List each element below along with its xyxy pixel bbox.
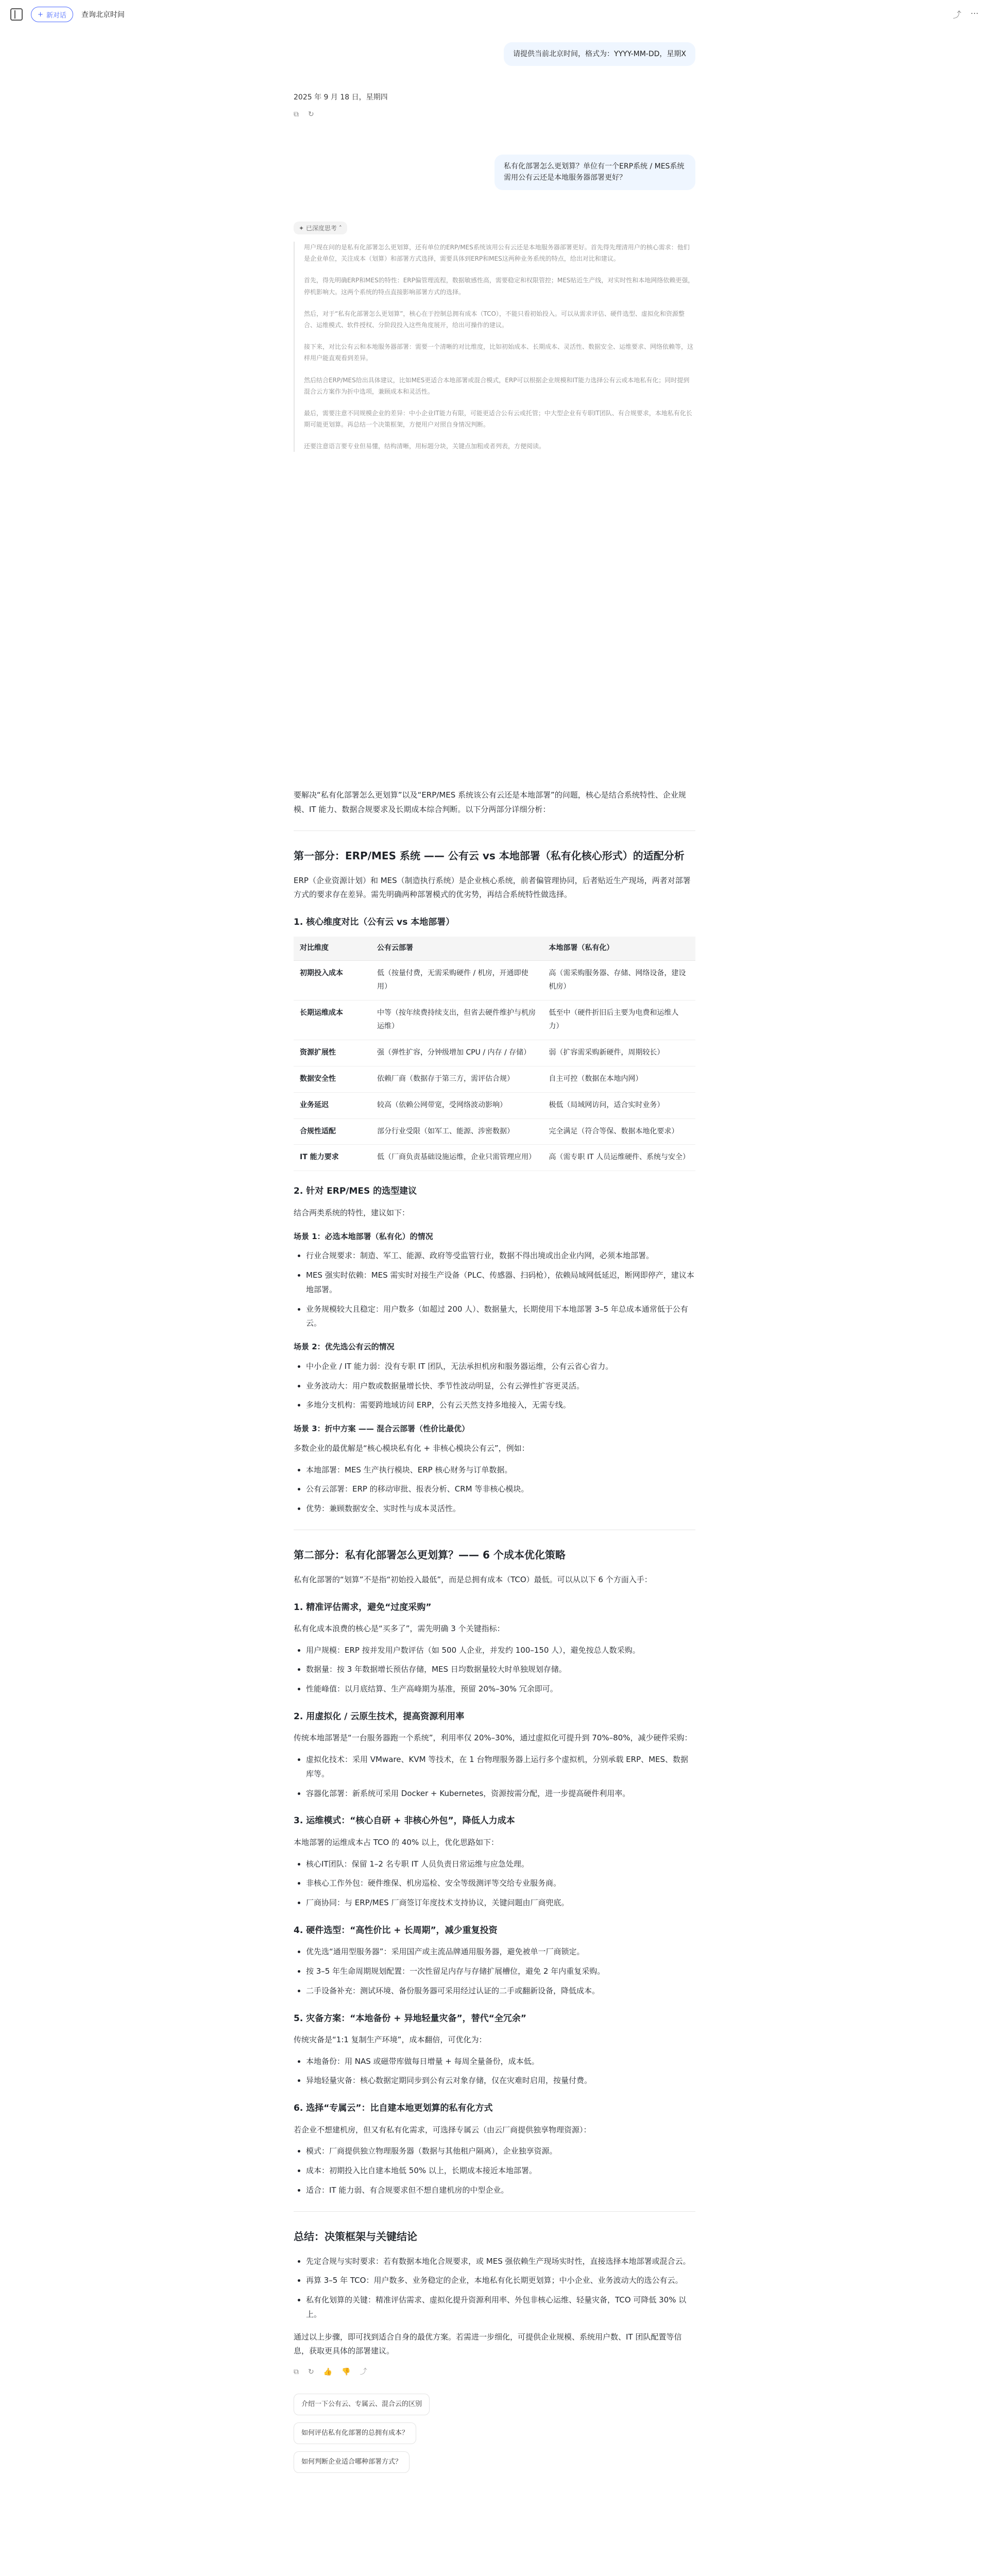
list-item: • 厂商协同：与 ERP/MES 厂商签订年度技术支持协议，关键问题由厂商兜底。 [306,1896,695,1910]
strategy-list [306,2144,695,2197]
table-cell: 较高（依赖公网带宽，受网络波动影响） [371,1092,542,1118]
summary-title: 总结：决策框架与关键结论 [294,2230,417,2243]
more-icon[interactable]: ⋯ [970,8,979,18]
thinking-paragraph: 还要注意语言要专业但易懂，结构清晰，用标题分块，关键点加粗或者列表，方便阅读。 [304,443,545,450]
list-item: • 容器化部署：新系统可采用 Docker + Kubernetes，资源按需分配，进一步提高硬件利用率。 [306,1787,695,1801]
table-cell: 弱（扩容需采购新硬件，周期较长） [542,1040,695,1066]
scenario-list [306,1249,695,1331]
table-row [294,961,695,1001]
list-item: • 业务规模较大且稳定：用户数多（如超过 200 人）、数据量大，长期使用下本地部署 3–5 年总成本通常低于公有云。 [306,1302,695,1331]
table-cell: 高（需采购服务器、存储、网络设备，建设机房） [542,961,695,1001]
suggestion-chip[interactable]: 如何判断企业适合哪种部署方式？ [294,2451,410,2473]
list-item: • 适合：IT 能力弱、有合规要求但不想自建机房的中型企业。 [306,2183,695,2198]
list-item: • 再算 3–5 年 TCO：用户数多、业务稳定的企业，本地私有化长期更划算；中小企业、业务波动大的选公有云。 [306,2274,695,2288]
thinking-paragraph: 然后，对于“私有化部署怎么更划算”，核心在于控制总拥有成本（TCO），不能只看初始投入。可以从需求评估、硬件选型、虚拟化和资源整合、运维模式、软件授权、分阶段投入这些角度展开，给出可操作的建议。 [304,310,685,329]
strategy-title: 2. 用虚拟化 / 云原生技术，提高资源利用率 [294,1711,465,1722]
thinking-label: 已深度思考 [305,225,337,232]
assistant-answer [294,788,695,2480]
strategy-title: 3. 运维模式：“核心自研 + 非核心外包”，降低人力成本 [294,1816,515,1826]
strategy-title: 6. 选择“专属云”：比自建本地更划算的私有化方式 [294,2103,493,2114]
user-message-2: 私有化部署怎么更划算？单位有一个ERP系统 / MES系统需用公有云还是本地服务器部署更好？ [494,155,695,190]
thinking-paragraph: 用户现在问的是私有化部署怎么更划算，还有单位的ERP/MES系统该用公有云还是本地服务器部署更好。首先得先理清用户的核心需求：他们是企业单位，关注成本（划算）和部署方式选择，需要具体到ERP和MES这两种业务系统的特点，给出对比和建议。 [304,244,690,263]
strategy-lead: 私有化成本浪费的核心是“买多了”，需先明确 3 个关键指标： [294,1623,505,1633]
table-cell: 数据安全性 [294,1066,371,1092]
list-item: • 非核心工作外包：硬件维保、机房巡检、安全等级测评等交给专业服务商。 [306,1876,695,1891]
assistant-date-reply [294,92,695,118]
list-item: • 异地轻量灾备：核心数据定期同步到公有云对象存储，仅在灾难时启用，按量付费。 [306,2074,695,2088]
table-cell: 高（需专职 IT 人员运维硬件、系统与安全） [542,1145,695,1171]
table-cell: 合规性适配 [294,1118,371,1145]
table-row [294,1145,695,1171]
list-item: • 性能峰值：以月底结算、生产高峰期为基准，预留 20%–30% 冗余即可。 [306,1682,695,1697]
answer-actions [294,2366,695,2379]
scenario-title: 场景 3：折中方案 —— 混合云部署（性价比最优） [294,1424,470,1434]
top-right-actions [953,8,979,20]
new-chat-button[interactable] [31,7,73,22]
list-item: • 先定合规与实时要求：若有数据本地化合规要求，或 MES 强依赖生产现场实时性，直接选择本地部署或混合云。 [306,2255,695,2269]
table-cell: 初期投入成本 [294,961,371,1001]
scenario-title: 场景 2：优先选公有云的情况 [294,1342,395,1352]
list-item: • 模式：厂商提供独立物理服务器（数据与其他租户隔离），企业独享资源。 [306,2144,695,2159]
table-header-row [294,937,695,960]
table-cell: 低（按量付费，无需采购硬件 / 机房，开通即使用） [371,961,542,1001]
thinking-content [294,242,695,452]
part1-title: 第一部分：ERP/MES 系统 —— 公有云 vs 本地部署（私有化核心形式）的适配分析 [294,849,685,862]
strategy-lead: 若企业不想建机房，但又有私有化需求，可选择专属云（由云厂商提供独享物理资源）： [294,2125,591,2134]
thinking-paragraph: 首先，得先明确ERP和MES的特性：ERP偏管理流程，数据敏感性高，需要稳定和权限管控；MES贴近生产线，对实时性和本地网络依赖更强，停机影响大。这两个系统的特点直接影响部署方式的选择。 [304,277,694,296]
strategy-list [306,2055,695,2089]
strategy-title: 5. 灾备方案：“本地备份 + 异地轻量灾备”，替代“全冗余” [294,2013,526,2024]
list-item: • 中小企业 / IT 能力弱：没有专职 IT 团队，无法承担机房和服务器运维，公有云省心省力。 [306,1360,695,1374]
user-message-1: 请提供当前北京时间，格式为：YYYY-MM-DD，星期X [504,42,695,66]
table-cell: 资源扩展性 [294,1040,371,1066]
sidebar-toggle-icon[interactable] [10,8,23,21]
thinking-paragraph: 然后结合ERP/MES给出具体建议，比如MES更适合本地部署或混合模式，ERP可以根据企业规模和IT能力选择公有云或本地私有化；同时提到混合云方案作为折中选项，兼顾成本和灵活性。 [304,376,690,395]
list-item: • 本地备份：用 NAS 或磁带库做每日增量 + 每周全量备份，成本低。 [306,2055,695,2069]
table-cell: 依赖厂商（数据存于第三方，需评估合规） [371,1066,542,1092]
section-title: 2. 针对 ERP/MES 的选型建议 [294,1186,417,1197]
copy-icon[interactable]: ⧉ [294,110,299,118]
suggestion-chip[interactable]: 介绍一下公有云、专属云、混合云的区别 [294,2394,430,2415]
suggestions [294,2394,695,2480]
strategy-lead: 传统灾备是“1:1 复制生产环境”，成本翻倍，可优化为： [294,2035,487,2044]
share-icon[interactable]: ⤴ [952,10,961,20]
scenario-title: 场景 1：必选本地部署（私有化）的情况 [294,1231,433,1241]
table-cell: IT 能力要求 [294,1145,371,1171]
list-item: • 行业合规要求：制造、军工、能源、政府等受监管行业，数据不得出境或出企业内网，必须本地部署。 [306,1249,695,1263]
list-item: • 优先选“通用型服务器”：采用国产或主流品牌通用服务器，避免被单一厂商锁定。 [306,1945,695,1959]
list-item: • 虚拟化技术：采用 VMware、KVM 等技术，在 1 台物理服务器上运行多个虚拟机，分别承载 ERP、MES、数据库等。 [306,1753,695,1782]
share-icon[interactable]: ⤴ [360,2368,367,2377]
list-item: • 私有化划算的关键：精准评估需求、虚拟化提升资源利用率、外包非核心运维、轻量灾备，TCO 可降低 30% 以上。 [306,2293,695,2322]
table-cell: 中等（按年续费持续支出，但省去硬件维护与机房运维） [371,1001,542,1040]
answer-intro: 要解决“私有化部署怎么更划算”以及“ERP/MES 系统该公有云还是本地部署”的问题，核心是结合系统特性、企业规模、IT 能力、数据合规要求及长期成本综合判断。以下分两部分详细分析： [294,790,686,814]
thumbs-down-icon[interactable]: 👎 [342,2368,351,2377]
strategy-list [306,1857,695,1910]
table-cell: 低至中（硬件折旧后主要为电费和运维人力） [542,1001,695,1040]
section-title: 1. 核心维度对比（公有云 vs 本地部署） [294,917,455,927]
thinking-icon: ✦ [299,225,304,232]
list-item: • MES 强实时依赖：MES 需实时对接生产设备（PLC、传感器、扫码枪），依赖局域网低延迟，断网即停产，建议本地部署。 [306,1268,695,1297]
table-cell: 完全满足（符合等保、数据本地化要求） [542,1118,695,1145]
thinking-toggle[interactable] [294,222,347,234]
scenario-list [306,1360,695,1413]
table-row [294,1040,695,1066]
list-item: • 用户规模：ERP 按并发用户数评估（如 500 人企业，并发约 100–150 人），避免按总人数采购。 [306,1643,695,1658]
list-item: • 公有云部署：ERP 的移动审批、报表分析、CRM 等非核心模块。 [306,1482,695,1497]
table-cell: 长期运维成本 [294,1001,371,1040]
table-row [294,1066,695,1092]
strategy-list [306,1643,695,1697]
chat-title: 查询北京时间 [81,11,125,19]
table-cell: 自主可控（数据在本地内网） [542,1066,695,1092]
strategy-lead: 本地部署的运维成本占 TCO 的 40% 以上，优化思路如下： [294,1837,499,1847]
thinking-paragraph: 接下来，对比公有云和本地服务器部署：需要一个清晰的对比维度，比如初始成本、长期成本、灵活性、数据安全、运维要求、网络依赖等，这样用户能直观看到差异。 [304,343,694,362]
table-header: 对比维度 [294,937,371,960]
list-item: • 二手设备补充：测试环境、备份服务器可采用经过认证的二手或翻新设备，降低成本。 [306,1984,695,1998]
strategy-title: 1. 精准评估需求，避免“过度采购” [294,1602,432,1613]
thumbs-up-icon[interactable]: 👍 [323,2368,333,2377]
table-cell: 部分行业受限（如军工、能源、涉密数据） [371,1118,542,1145]
comparison-table [294,937,695,1171]
list-item: • 业务波动大：用户数或数据量增长快、季节性波动明显，公有云弹性扩容更灵活。 [306,1379,695,1394]
table-row [294,1001,695,1040]
list-item: • 核心IT团队：保留 1–2 名专职 IT 人员负责日常运维与应急处理。 [306,1857,695,1872]
regenerate-icon[interactable]: ↻ [308,2368,314,2377]
divider [294,2211,695,2212]
new-chat-label: 新对话 [46,11,66,20]
list-item: • 成本：初期投入比自建本地低 50% 以上，长期成本接近本地部署。 [306,2164,695,2178]
list-item: • 优势：兼顾数据安全、实时性与成本灵活性。 [306,1502,695,1516]
table-header: 公有云部署 [371,937,542,960]
table-cell: 业务延迟 [294,1092,371,1118]
table-cell: 强（弹性扩容，分钟级增加 CPU / 内存 / 存储） [371,1040,542,1066]
date-reply-actions [294,110,695,118]
table-cell: 极低（局域网访问，适合实时业务） [542,1092,695,1118]
strategy-list [306,1753,695,1801]
regenerate-icon[interactable]: ↻ [308,110,314,118]
copy-icon[interactable]: ⧉ [294,2368,299,2377]
scenario-list [306,1463,695,1516]
table-row [294,1092,695,1118]
strategy-lead: 传统本地部署是“一台服务器跑一个系统”，利用率仅 20%–30%，通过虚拟化可提升到 70%–80%，减少硬件采购： [294,1733,692,1743]
scenario-lead: 多数企业的最优解是“核心模块私有化 + 非核心模块公有云”，例如： [294,1443,530,1453]
part1-lead: ERP（企业资源计划）和 MES（制造执行系统）是企业核心系统，前者偏管理协同，后者贴近生产现场，两者对部署方式的要求存在差异。需先明确两种部署模式的优劣势，再结合系统特性做选择。 [294,875,691,900]
list-item: • 按 3–5 年生命周期规划配置：一次性留足内存与存储扩展槽位，避免 2 年内重复采购。 [306,1964,695,1979]
strategy-list [306,1945,695,1998]
thinking-paragraph: 最后，需要注意不同规模企业的差异：中小企业IT能力有限，可能更适合公有云或托管；中大型企业有专职IT团队、有合规要求，本地私有化长期可能更划算。再总结一个决策框架，方便用户对照自身情况判断。 [304,409,692,429]
table-cell: 低（厂商负责基础设施运维，企业只需管理应用） [371,1145,542,1171]
table-row [294,1118,695,1145]
date-reply-text: 2025 年 9 月 18 日，星期四 [294,93,388,101]
chevron-up-icon: ˄ [338,225,342,232]
thinking-section [294,222,695,462]
part2-lead: 私有化部署的“划算”不是指“初始投入最低”，而是总拥有成本（TCO）最低。可以从以下 6 个方面入手： [294,1574,652,1584]
part2-title: 第二部分：私有化部署怎么更划算？—— 6 个成本优化策略 [294,1548,566,1561]
strategy-title: 4. 硬件选型：“高性价比 + 长周期”，减少重复投资 [294,1925,498,1936]
table-header: 本地部署（私有化） [542,937,695,960]
answer-closing: 通过以上步骤，即可找到适合自身的最优方案。若需进一步细化，可提供企业规模、系统用户数、IT 团队配置等信息，获取更具体的部署建议。 [294,2332,682,2356]
list-item: • 数据量：按 3 年数据增长预估存储，MES 日均数据量较大时单独规划存储。 [306,1663,695,1677]
top-bar [0,0,989,29]
summary-list [306,2255,695,2322]
list-item: • 多地分支机构：需要跨地域访问 ERP，公有云天然支持多地接入，无需专线。 [306,1398,695,1413]
list-item: • 本地部署：MES 生产执行模块、ERP 核心财务与订单数据。 [306,1463,695,1478]
section-lead: 结合两类系统的特性，建议如下： [294,1208,410,1217]
suggestion-chip[interactable]: 如何评估私有化部署的总拥有成本？ [294,2422,416,2444]
plus-icon: + [38,10,43,19]
